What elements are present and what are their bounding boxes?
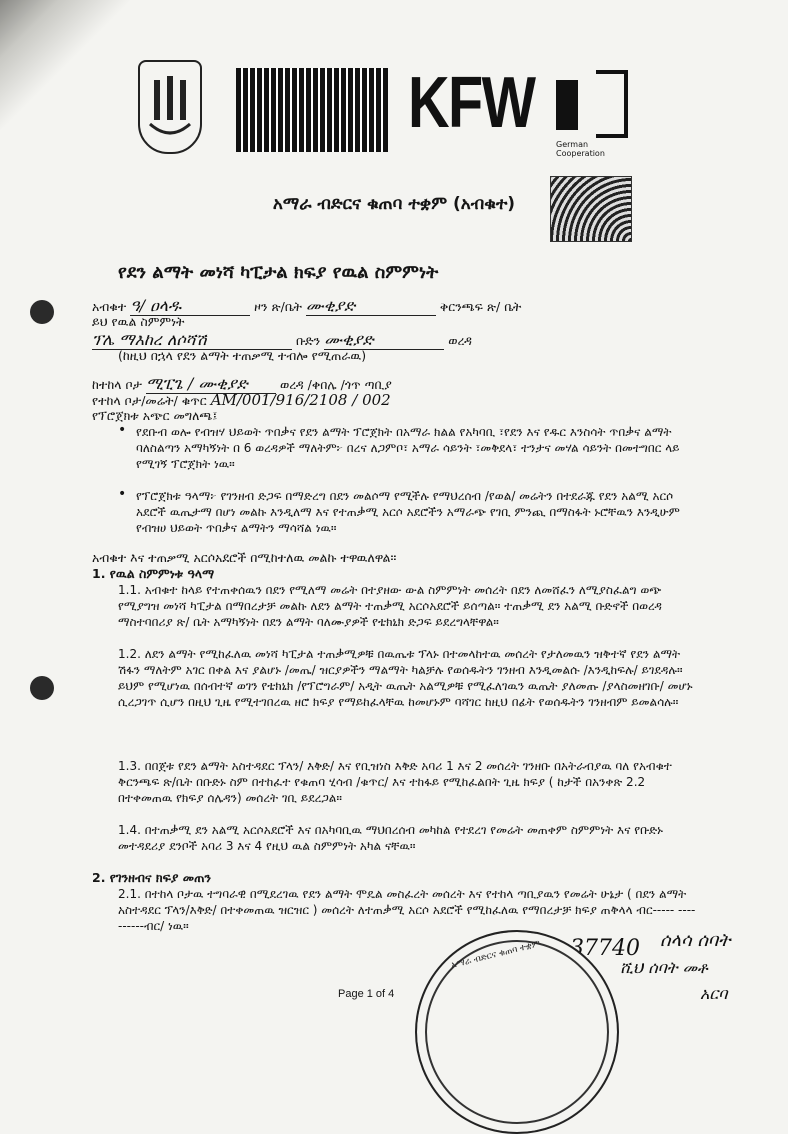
site-address-value: ሚፒጌ / ሙቂያድ — [145, 374, 248, 393]
clause-1-3: 1.3. በበጀቱ የደን ልማት አስተዳደር ፕላን/ እቅድ/ እና የቢዝነስ እቅድ አባሪ 1 እና 2 መሰረት ገንዘቡ በአትራብያዉ ባለ የአብቁተ ቅርንጫፍ ጽ/ቤት በቡድኑ ስም በተከፈተ የቁጠባ ሂሳብ /ቁጥር/ እና ተከፋይ የሚከፈልበት ጊዜ ክፍያ ( ከታች በአንቀጽ 2.2 በተቀመጠዉ የክፍያ ሰሌዳን) መሰረት ገቢ ይደረጋል። — [118, 759, 672, 805]
plantation-number-value: AM/001/916/2108 / 002 — [210, 391, 391, 409]
handwritten-amount: 37740 — [570, 936, 640, 961]
plantation-number-field: የተከላ ቦታ/መሬት/ ቁጥር AM/001/916/2108 / 002 — [92, 391, 391, 409]
clause-1-1: 1.1. አብቁተ ከላይ የተጠቀሰዉን በደን የሚለማ መሬት በተያዘው ውል ስምምነት መሰረት በደን ለመሸፈን ለሚያስፈልግ ወጭ የሚያግዝ መነሻ ካፒታል በማበረታቻ መልኩ ለደን ልማት ተጠቃሚ አርሶአደሮች ይሰጣል። ተጠቃሚ ደን አልሚ ቡድኖች በወረዳ ማስተባበሪያ ጽ/ ቤት አማካኝነት በደን ልማት ባለሙያዎች የቴክኒክ ድጋፍ ይደረግላቸዋል። — [118, 583, 662, 629]
branch-value: ዓ/ ዐላዱ — [130, 296, 182, 315]
zone-value: ሙቂያድ — [305, 296, 356, 315]
punch-hole-bottom — [30, 676, 54, 700]
site-address-field: ከተከላ ቦታ ሚፒጌ / ሙቂያድ ወረዳ /ቀበሌ /ጎጥ ጣቢያ — [92, 374, 392, 393]
group-value: ሙቂያድ — [324, 330, 374, 349]
branch-field: አብቁተ ዓ/ ዐላዱ ዞን ጽ/ቤት ሙቂያድ ቅርንጫፍ ጽ/ ቤት — [92, 296, 522, 315]
stamp-text: አማራ ብድርና ቁጠባ ተቋም — [450, 939, 542, 971]
bullet-icon: • — [118, 486, 127, 502]
beneficiary-note: (ከዚህ በኋላ የደን ልማት ተጠቃሚ ተብሎ የሚጠራዉ) — [118, 348, 367, 363]
barcode-emblem-logo — [236, 68, 388, 152]
university-emblem-logo — [138, 60, 202, 154]
bullet-icon: • — [118, 422, 127, 438]
bullet-1: የደቡብ ወሎ የብዝሃ ህይወት ጥበቃና የደን ልማት ፕሮጀክት በአማራ ክልል የአካባቢ ፣የደን እና የዱር እንስሳት ጥበቃና ልማት ባለስልጣን አማካኝነት በ 6 ወረዳዎች ማለትም፦ በረና ለጋምቦ፣ አማራ ሳይንት ፣መቅደላ፣ ተንታና መሃል ሳይንት በመተግበር ላይ የሚገኝ ፕሮጀክት ነዉ። — [136, 425, 680, 471]
kfw-logo: KFW — [408, 63, 535, 143]
project-summary-label: የፕሮጀክቱ አጭር መግለጫ፤ — [92, 408, 218, 423]
section-1-title: 1. የዉል ስምምነቱ ዓላማ — [92, 566, 215, 581]
clause-1-4: 1.4. በተጠቃሚ ደን አልሚ አርሶአደሮች እና በአካባቢዉ ማህበረሰብ መካከል የተደረገ የመሬት መጠቀም ስምምነት እና የቡድኑ መተዳደሪያ ደንቦች አባሪ 3 እና 4 የዚህ ዉል ስምምነት አካል ናቸዉ። — [118, 823, 663, 853]
german-cooperation-logo — [556, 70, 626, 140]
clause-1-2: 1.2. ለደን ልማት የሚከፈለዉ መነሻ ካፒታል ተጠቃሚዎቹ በዉጤቱ ፕላኑ በተመላከተዉ መሰረት የታለመዉን ዝቅተኛ የደን ልማት ሽፋን ማለትም አገር በቀል እና ያልሆኑ /መጤ/ ዝርያዎችን ማልማት ካልቻሉ የወሰዱትን ገንዘብ እንዲመልሱ /እንዲከፍሉ/ ይገደዳሉ። ይህም የሚሆነዉ በሰብተኛ ወገን የቴክኒክ /የፕሮግራም/ አዲት ዉጤት አልሚዎቹ የሚፈለገዉን ዉጤት ያለመጡ /ያላስመዘገቡ/ መሆኑ ሲረጋገጥ ሲሆን በዚህ ጊዜ የሚተገበረዉ ዘሮ ክፍያ የማይከፈላቸዉ ከመሆኑም ባሻገር ከዚህ በፊት የወሰዱትን ገንዘብም ይመልሳሉ። — [118, 647, 693, 709]
bullet-2: የፕሮጀክቱ ዓላማ፦ የገንዘብ ድጋፍ በማድረግ በደን መልሶማ የሚችሉ የማህረሰብ /የወል/ መሬትን በተደራጁ የደን አልሚ አርሶ አደሮች ዉጤታማ በሆነ መልኩ እንዲለማ እና የተጠቃሚ አርሶ አደሮችን አማራጭ የገቢ ምንጪ በማስፋት ኑሮቸዉን እንዲሁም የብዝሀ ህይወት ጥበቃና ልማትን ማሳሻል ነዉ። — [136, 489, 680, 535]
beneficiary-name: ፕሌ ማእከረ ለሶሻሽ — [92, 330, 207, 349]
handwritten-amount-words-2: ሺህ ሰባት መቶ — [620, 958, 708, 977]
agreement-label: ይህ የዉል ስምምነት — [92, 314, 185, 329]
beneficiary-field: ፕሌ ማእከረ ለሶሻሽ ቡድን ሙቂያድ ወረዳ — [92, 330, 472, 349]
punch-hole-top — [30, 300, 54, 324]
document-title: የደን ልማት መነሻ ካፒታል ክፍያ የዉል ስምምነት — [118, 262, 439, 283]
scan-shadow — [0, 0, 150, 180]
intro-line: አብቁተ እና ተጠቃሚ አርሶአደሮች በሚከተለዉ መልኩ ተዋዉለዋል። — [92, 550, 397, 565]
german-cooperation-text: German Cooperation — [556, 140, 605, 158]
official-stamp — [415, 930, 619, 1134]
organization-name: አማራ ብድርና ቁጠባ ተቋም (አብቁተ) — [272, 194, 516, 214]
handwritten-amount-words-3: አርባ — [700, 984, 728, 1003]
clause-2-1: 2.1. በተከላ ቦታዉ ተግባራዊ በሚደረገዉ የደን ልማት ሞዴል መስፈረት መሰረት እና የተከላ ጣቢያዉን የመሬት ሁኔታ ( በደን ልማት አስተዳደር ፕላን/እቅድ/ በተቀመጠዉ ዝርዝር ) መሰረት ለተጠቃሚ አርሶ አደሮች የሚከፈለዉ የማበረታቻ ክፍያ ጠቅላላ ብር----- ----------ብር/ ነዉ። — [118, 887, 696, 933]
handwritten-amount-words-1: ሰላሳ ሰባት — [660, 930, 731, 951]
section-2-title: 2. የገንዘብና ክፍያ መጠን — [92, 870, 212, 885]
page-number: Page 1 of 4 — [338, 988, 395, 1000]
